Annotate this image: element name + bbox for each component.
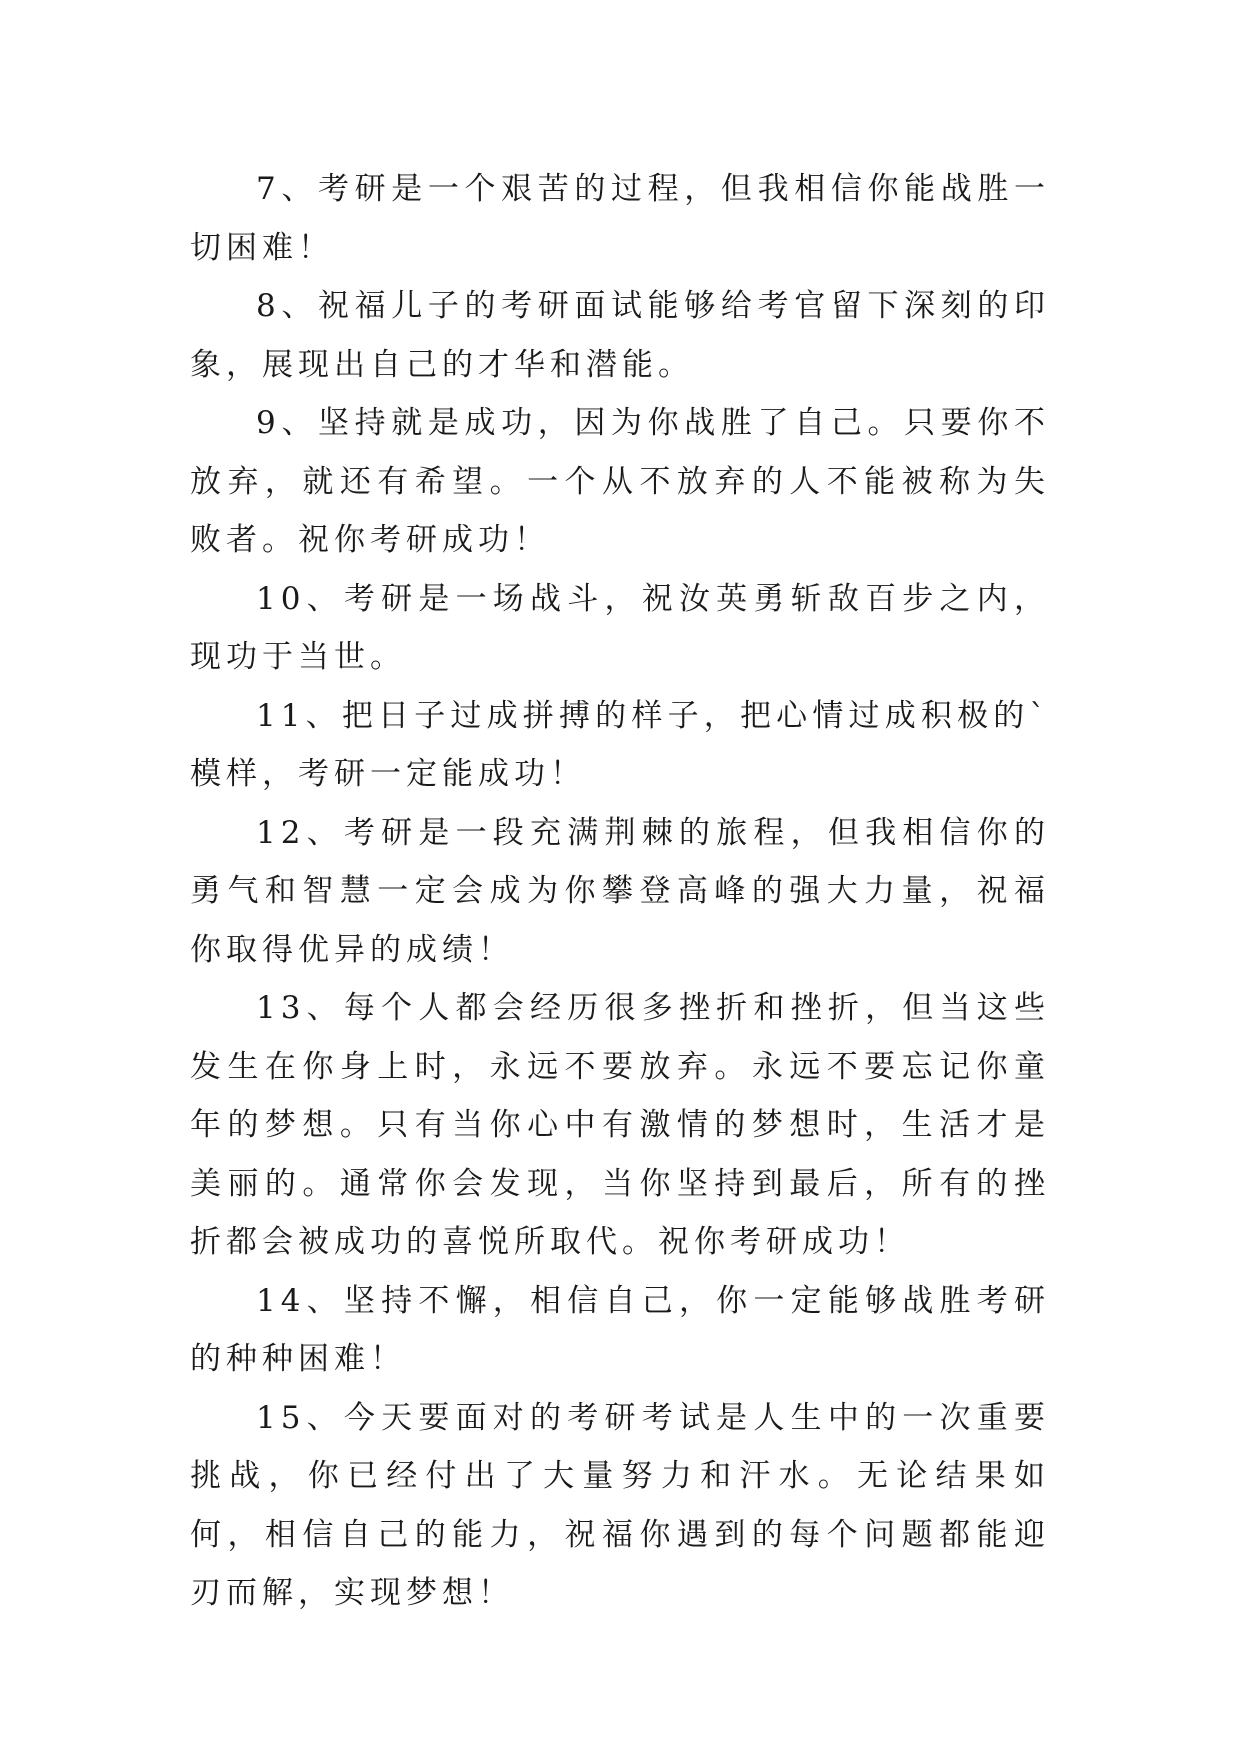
paragraph-7: 7、考研是一个艰苦的过程，但我相信你能战胜一切困难！ [190, 171, 1050, 266]
document-body [190, 160, 1050, 1623]
paragraph-8: 8、祝福儿子的考研面试能够给考官留下深刻的印象，展现出自己的才华和潜能。 [190, 288, 1050, 383]
paragraph-12: 12、考研是一段充满荆棘的旅程，但我相信你的勇气和智慧一定会成为你攀登高峰的强大力量，祝福你取得优异的成绩！ [190, 814, 1050, 968]
paragraph-13: 13、每个人都会经历很多挫折和挫折，但当这些发生在你身上时，永远不要放弃。永远不要忘记你童年的梦想。只有当你心中有激情的梦想时，生活才是美丽的。通常你会发现，当你坚持到最后，所有的挫折都会被成功的喜悦所取代。祝你考研成功！ [190, 990, 1050, 1260]
paragraph-10: 10、考研是一场战斗，祝汝英勇斩敌百步之内，现功于当世。 [190, 580, 1050, 675]
paragraph-14: 14、坚持不懈，相信自己，你一定能够战胜考研的种种困难！ [190, 1282, 1050, 1377]
paragraph-9: 9、坚持就是成功，因为你战胜了自己。只要你不放弃，就还有希望。一个从不放弃的人不能被称为失败者。祝你考研成功！ [190, 405, 1050, 558]
paragraph-15: 15、今天要面对的考研考试是人生中的一次重要挑战，你已经付出了大量努力和汗水。无论结果如何，相信自己的能力，祝福你遇到的每个问题都能迎刃而解，实现梦想！ [190, 1399, 1050, 1611]
paragraph-11: 11、把日子过成拼搏的样子，把心情过成积极的`模样，考研一定能成功！ [190, 697, 1050, 792]
